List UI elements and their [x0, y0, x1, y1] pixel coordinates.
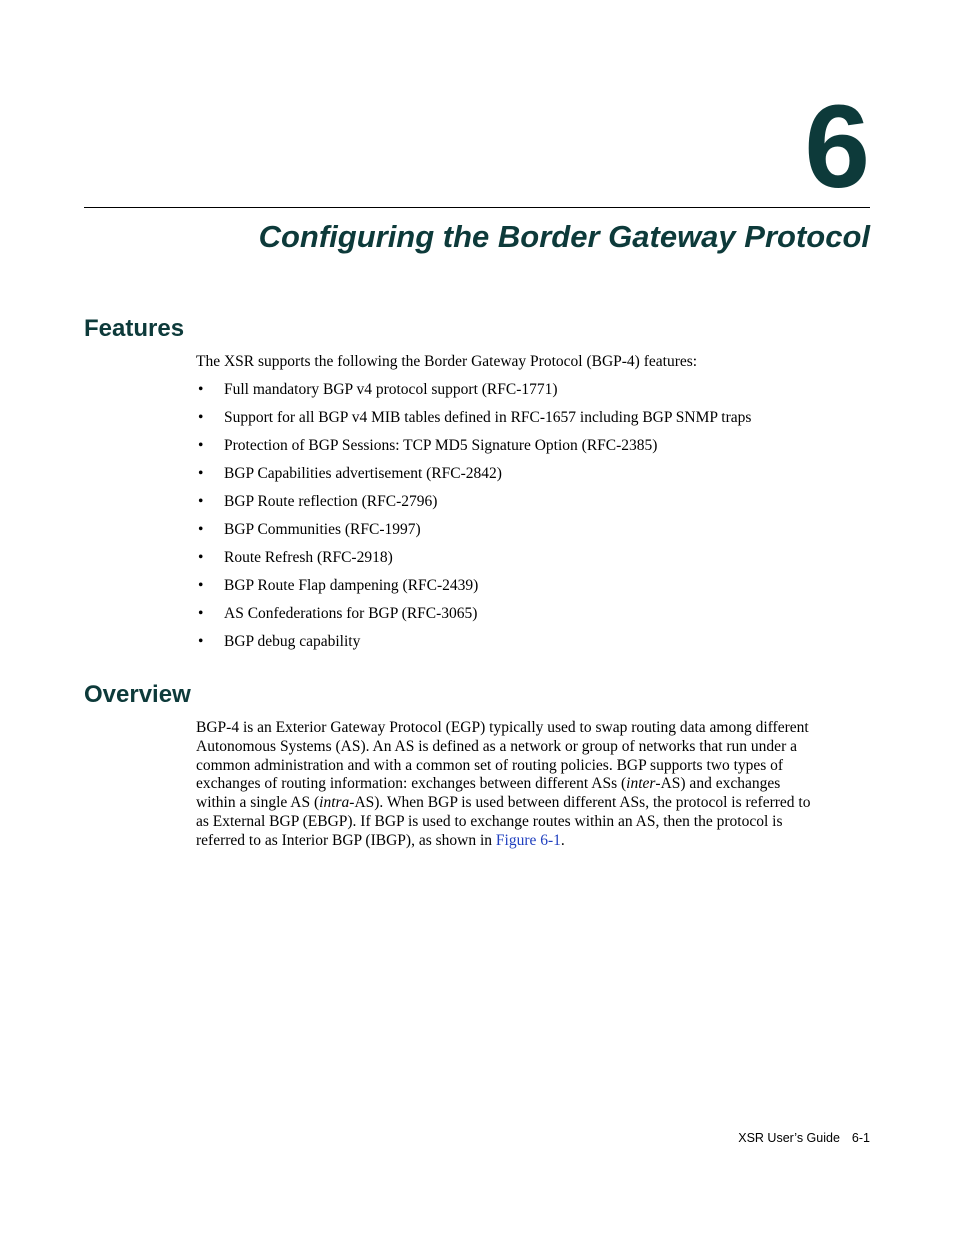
list-item [196, 380, 876, 408]
footer-guide-title: XSR User’s Guide [738, 1131, 840, 1145]
overview-text-segment: -AS). When BGP is used between different ASs, the protocol is referred to [349, 794, 811, 812]
list-item [196, 492, 876, 520]
list-item [196, 464, 876, 492]
bullet-icon: • [198, 521, 204, 538]
features-heading: Features [84, 315, 185, 342]
features-intro: The XSR supports the following the Border Gateway Protocol (BGP-4) features: [196, 353, 698, 370]
bullet-icon: • [198, 633, 204, 650]
chapter-divider [84, 207, 870, 208]
list-item [196, 576, 876, 604]
list-item-text: BGP Capabilities advertisement (RFC-2842) [224, 465, 502, 482]
emphasis-intra: intra [319, 794, 350, 812]
overview-text-segment: . [560, 831, 565, 849]
list-item [196, 520, 876, 548]
list-item-text: Support for all BGP v4 MIB tables defined in RFC-1657 including BGP SNMP traps [224, 409, 752, 426]
bullet-icon: • [198, 577, 204, 594]
overview-heading: Overview [84, 681, 191, 708]
list-item-text: BGP Route Flap dampening (RFC-2439) [224, 577, 479, 594]
list-item [196, 604, 876, 632]
bullet-icon: • [198, 605, 204, 622]
overview-line: BGP-4 is an Exterior Gateway Protocol (EGP) typically used to swap routing data among different [196, 719, 809, 736]
overview-text-segment: referred to as Interior BGP (IBGP), as shown in [196, 831, 496, 849]
page-footer [738, 1130, 870, 1146]
overview-text-segment: -AS) and exchanges [655, 775, 781, 793]
footer-page-number: 6-1 [851, 1131, 870, 1145]
chapter-number: 6 [804, 81, 870, 213]
list-item [196, 548, 876, 576]
list-item-text: Protection of BGP Sessions: TCP MD5 Signature Option (RFC-2385) [224, 437, 658, 454]
overview-line: common administration and with a common set of routing policies. BGP supports two types of [196, 756, 784, 774]
list-item-text: BGP Communities (RFC-1997) [224, 521, 421, 538]
overview-text-segment: exchanges of routing information: exchanges between different ASs ( [196, 775, 627, 793]
overview-line: Autonomous Systems (AS). An AS is defined as a network or group of networks that run under a [196, 737, 797, 755]
bullet-icon: • [198, 381, 204, 398]
list-item-text: BGP Route reflection (RFC-2796) [224, 493, 438, 510]
list-item [196, 408, 876, 436]
bullet-icon: • [198, 437, 204, 454]
list-item-text: BGP debug capability [224, 633, 361, 650]
figure-6-1-link[interactable]: Figure 6-1 [495, 831, 561, 849]
emphasis-inter: inter [626, 775, 656, 793]
feature-list [196, 380, 876, 660]
overview-line [196, 775, 872, 794]
overview-line: as External BGP (EBGP). If BGP is used to exchange routes within an AS, then the protocol is [196, 812, 783, 830]
bullet-icon: • [198, 549, 204, 566]
list-item-text: Route Refresh (RFC-2918) [224, 549, 393, 566]
bullet-icon: • [198, 465, 204, 482]
list-item-text: AS Confederations for BGP (RFC-3065) [224, 605, 478, 622]
overview-paragraph [196, 719, 872, 851]
overview-text-segment: within a single AS ( [196, 794, 320, 812]
list-item [196, 436, 876, 464]
bullet-icon: • [198, 409, 204, 426]
overview-line [196, 832, 872, 851]
list-item [196, 632, 876, 660]
bullet-icon: • [198, 493, 204, 510]
overview-line [196, 794, 872, 813]
chapter-title: Configuring the Border Gateway Protocol [258, 219, 870, 254]
list-item-text: Full mandatory BGP v4 protocol support (RFC-1771) [224, 381, 558, 398]
